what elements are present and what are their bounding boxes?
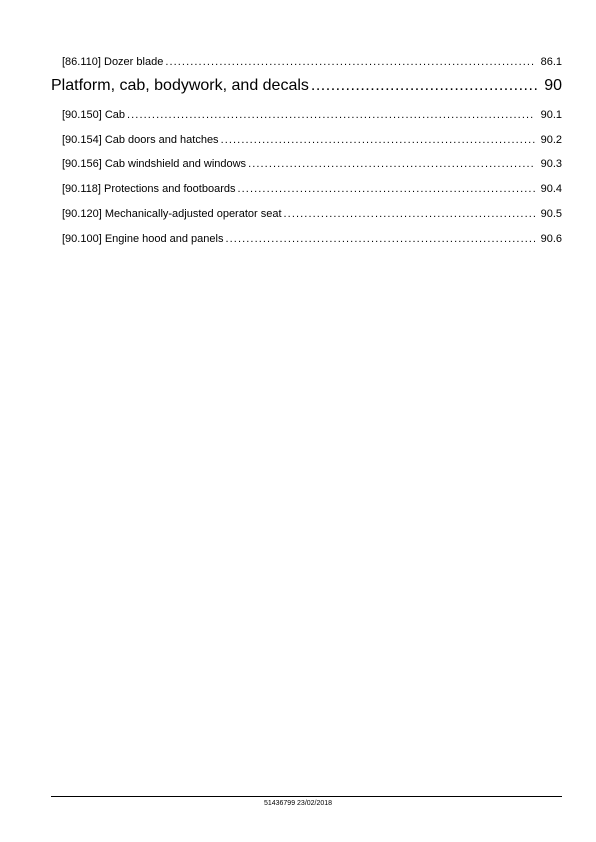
toc-entry-title: [90.156] Cab windshield and windows: [62, 158, 247, 170]
toc-entry-title: [90.150] Cab: [62, 109, 125, 121]
toc-entry-page: 90.5: [540, 208, 562, 220]
toc-dot-leader: [165, 55, 534, 69]
toc-entry-title: [90.154] Cab doors and hatches: [62, 134, 219, 146]
toc-entry-cab[interactable]: [62, 108, 562, 122]
footer-divider: [51, 796, 562, 797]
toc-entry-page: 90.1: [540, 109, 562, 121]
toc-entry-title: [90.120] Mechanically-adjusted operator seat: [62, 208, 282, 220]
toc-entry-page: 90.6: [540, 233, 562, 245]
toc-entry-page: 90.3: [540, 158, 562, 170]
toc-entry-cab-windshield-windows[interactable]: [62, 157, 562, 171]
toc-dot-leader: [127, 108, 535, 122]
toc-entry-title: [86.110] Dozer blade: [62, 56, 164, 68]
toc-entry-operator-seat[interactable]: [62, 207, 562, 221]
footer-document-id: 51436799 23/02/2018: [263, 800, 333, 807]
toc-dot-leader: [248, 157, 535, 171]
toc-dot-leader: [237, 182, 534, 196]
toc-entry-dozer-blade[interactable]: [62, 55, 562, 69]
toc-section-page: 90: [544, 77, 562, 94]
toc-section-platform-cab-bodywork-decals[interactable]: [51, 76, 562, 96]
toc-dot-leader: [284, 207, 535, 221]
toc-entry-page: 90.2: [540, 134, 562, 146]
toc-entry-cab-doors-hatches[interactable]: [62, 133, 562, 147]
toc-dot-leader: [221, 133, 535, 147]
toc-entry-title: [90.100] Engine hood and panels: [62, 233, 224, 245]
toc-entry-protections-footboards[interactable]: [62, 182, 562, 196]
toc-entry-page: 90.4: [540, 183, 562, 195]
toc-section-title: Platform, cab, bodywork, and decals: [51, 77, 309, 94]
toc-entry-page: 86.1: [540, 56, 562, 68]
toc-dot-leader: [225, 232, 534, 246]
toc-dot-leader: [311, 76, 538, 96]
toc-entry-engine-hood-panels[interactable]: [62, 232, 562, 246]
toc-entry-title: [90.118] Protections and footboards: [62, 183, 236, 195]
